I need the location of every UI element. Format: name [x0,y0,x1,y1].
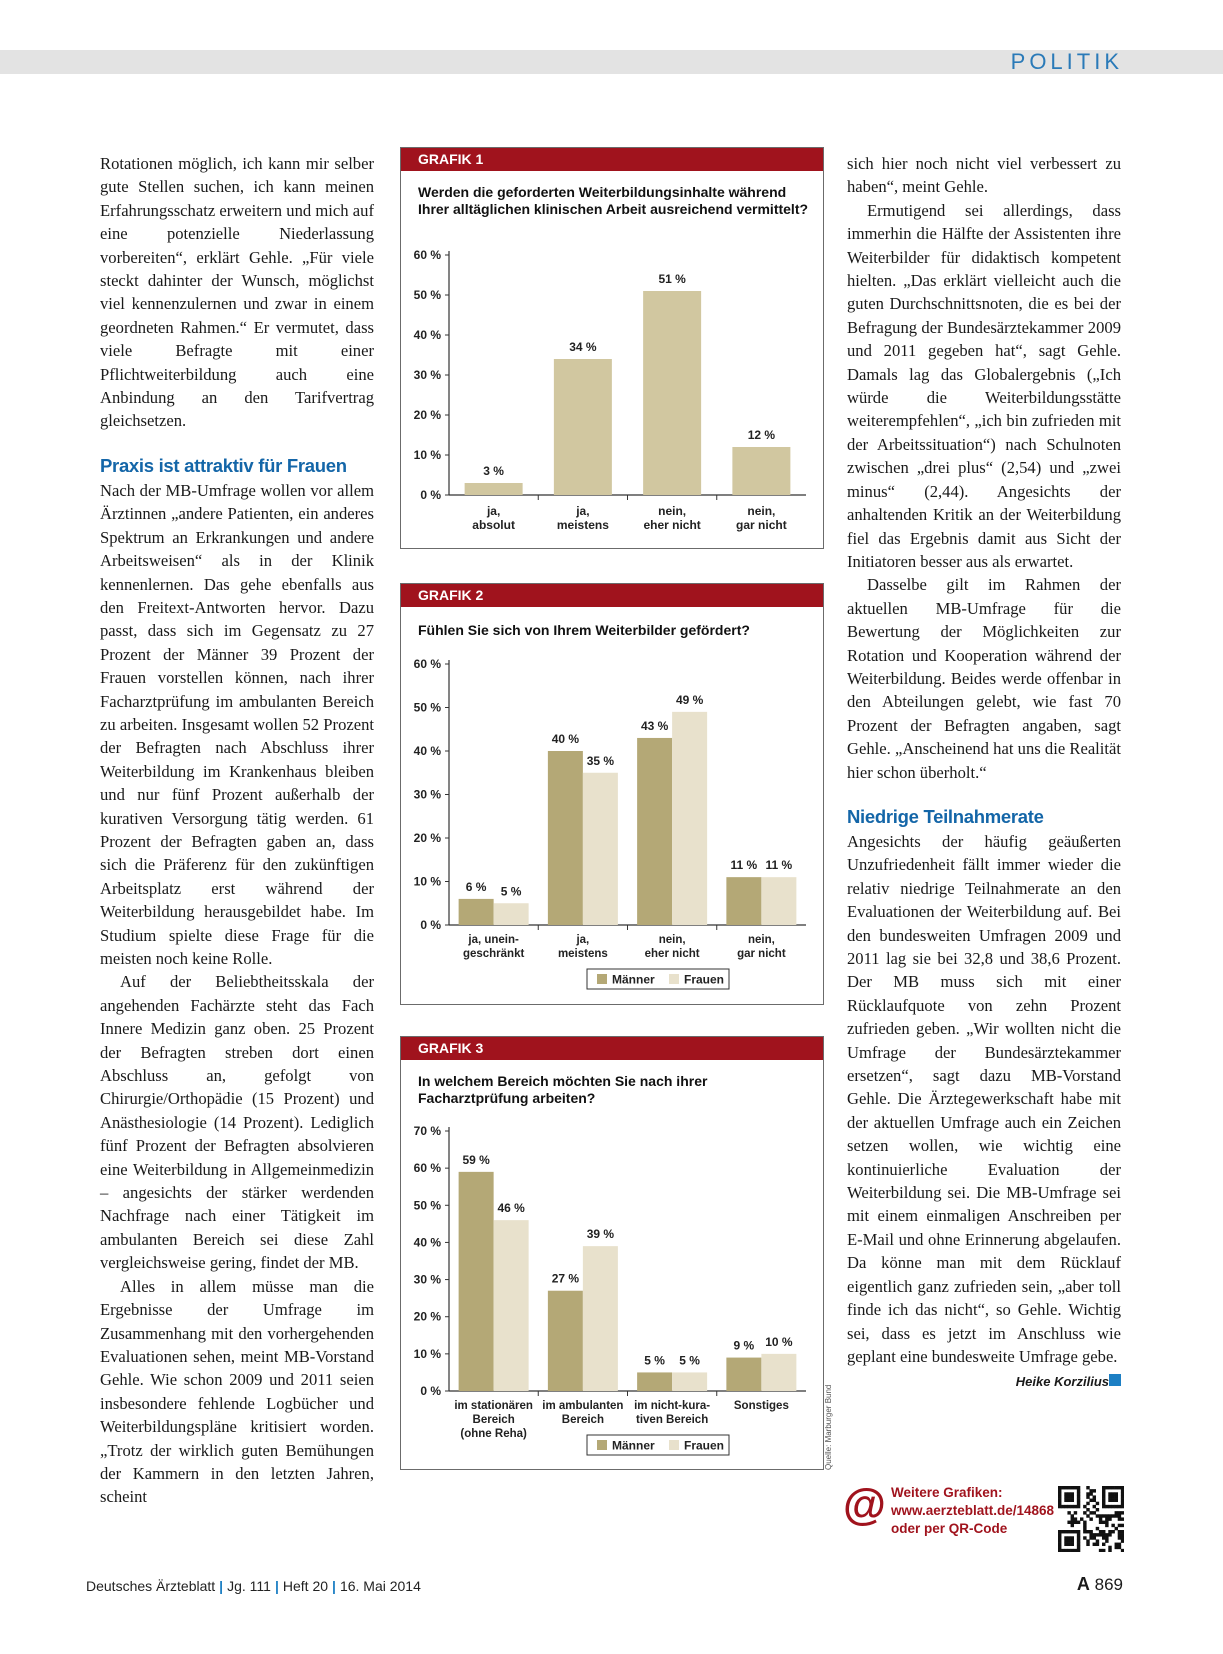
bar [637,738,672,925]
chart-question: In welchem Bereich möchten Sie nach ihrer Facharztprüfung arbeiten? [418,1073,708,1106]
legend-label: Männer [612,1438,655,1453]
y-tick-label: 60 % [413,248,441,262]
paragraph: Alles in allem müsse man die Ergebnisse der Umfrage im Zusammenhang mit den vorhergehenden Evaluationen sehen, meint MB-Vorstand Gehle. Wie schon 2009 und 2011 seien insbesondere fehlende Logbücher und Weiterbildungspläne kritisiert worden. „Trotz der wirklich guten Bemühungen der Kammern in den letzten Jahren, scheint [100,1276,374,1507]
data-label: 40 % [551,732,580,746]
data-label: 5 % [679,1353,700,1368]
category-label: im nicht-kura- [634,1400,711,1412]
y-tick-label: 50 % [413,700,441,715]
legend-swatch [597,974,607,984]
page-number: A 869 [1076,1574,1123,1594]
category-label: Bereich [561,1414,604,1426]
paragraph: Dasselbe gilt im Rahmen der aktuellen MB-Umfrage für die Bewertung der Möglichkeiten zur Rotation und Kooperation während der Weiterbildung. Beides werde offenbar in den Abteilungen gelebt, wie fast 70 Prozent der Befragten angaben, sagt Gehle. „Anscheinend hat uns die Realität hier schon überholt.“ [847,575,1121,782]
data-label: 3 % [483,464,504,478]
category-label: Sonstiges [733,1400,789,1412]
bar [761,1354,796,1391]
y-tick-label: 0 % [420,1384,441,1398]
y-tick-label: 60 % [413,1161,441,1176]
category-label: im ambulanten [542,1400,624,1412]
category-label: geschränkt [462,948,525,960]
chart-box-3 [400,1036,824,1470]
right-column [847,152,1121,1394]
y-tick-label: 30 % [413,787,441,802]
subheading: Praxis ist attraktiv für Frauen [100,454,347,476]
paragraph: Rotationen möglich, ich kann mir selber gute Stellen suchen, ich kann meinen Erfahrungsschatz erweitern und mich auf eine potenzielle Niederlassung vorbereiten“, erklärt Gehle. „Für viele steckt dahinter der Wunsch, möglichst viel kennenzulernen und zwar in einem geordneten Rahmen.“ Er vermutet, dass viele Befragte mit einer Pflichtweiterbildung auch eine Anbindung an den Tarifvertrag gleichsetzen. [100,154,374,431]
chart-box-2 [400,583,824,1005]
data-label: 39 % [586,1227,615,1242]
issue: Heft 20 [282,1578,329,1594]
paragraph: Ermutigend sei allerdings, dass immerhin die Hälfte der Assistenten ihre Weiterbilder für didaktisch kompetent hielten. „Das erklärt vielleicht auch die guten Durchschnittsnoten, die es bei der Befragung der Bundesärztekammer 2009 und 2011 gegeben hat“, sagt Gehle. Damals lag das Globalergebnis („Ich würde die Weiterbildungsstätte weiterempfehlen“, „ich bin zufrieden mit der Arbeitssituation“) nach Schulnoten zwischen „drei plus“ (2,54) und „zwei minus“ (2,44). Angesichts der anhaltenden Kritik an der Weiterbildung fiel das Ergebnis damit aus Sicht der Initiatoren besser aus als erwartet. [847,200,1121,571]
data-label: 5 % [500,884,522,899]
data-label: 34 % [569,340,597,354]
chart-label: GRAFIK 2 [401,584,823,607]
data-label: 49 % [675,692,704,707]
data-label: 43 % [640,718,669,733]
category-label: meistens [557,948,608,960]
bar [643,291,701,495]
y-tick-label: 50 % [413,1198,441,1213]
legend-swatch [669,1440,679,1450]
legend-swatch [669,974,679,984]
legend-swatch [597,1440,607,1450]
chart-1 [401,241,823,541]
category-label: (ohne Reha) [460,1428,527,1440]
category-label: ja, [486,504,501,518]
qr-code-icon [1058,1486,1124,1552]
data-label: 59 % [462,1152,490,1167]
data-label: 9 % [733,1338,755,1353]
bar [637,1372,672,1391]
section-label: POLITIK [1010,49,1123,74]
footer: Deutsches Ärzteblatt | Jg. 111 | Heft 20 | 16. Mai 2014 [86,1578,421,1594]
bar [494,1220,529,1391]
y-tick-label: 0 % [420,918,441,932]
chart-3 [401,1117,823,1467]
chart-question: Werden die geforderten Weiterbildungsinhalte während Ihrer alltäglichen klinischen Arbeit ausreichend vermittelt? [418,184,809,217]
data-label: 35 % [586,753,615,768]
data-label: 10 % [765,1334,793,1349]
data-label: 11 % [765,858,793,873]
subheading: Niedrige Teilnahmerate [847,805,1044,827]
chart-label: GRAFIK 1 [401,148,823,171]
category-label: nein, [747,934,775,946]
y-tick-label: 0 % [420,488,441,502]
legend-label: Frauen [684,1438,725,1453]
promo-line: oder per QR-Code [891,1521,1008,1536]
data-label: 6 % [465,879,487,894]
category-label: nein, [658,934,686,946]
category-label: eher nicht [643,518,701,532]
category-label: tiven Bereich [636,1414,709,1426]
y-tick-label: 60 % [413,657,441,671]
y-tick-label: 50 % [413,288,441,302]
left-column [100,152,374,1509]
data-label: 11 % [730,858,758,873]
y-tick-label: 40 % [413,1235,441,1250]
y-tick-label: 20 % [413,1309,441,1324]
y-tick-label: 20 % [413,831,441,845]
y-tick-label: 30 % [413,1272,441,1287]
source-note: Quelle: Marburger Bund [824,1384,833,1470]
end-mark-icon [1109,1374,1121,1386]
category-label: nein, [658,504,687,518]
chart-2 [401,646,823,1001]
category-label: im stationären [454,1400,533,1412]
chart-label: GRAFIK 3 [401,1037,823,1060]
data-label: 27 % [551,1271,580,1286]
bar [494,903,529,925]
bar [726,877,761,925]
y-tick-label: 10 % [413,874,441,889]
data-label: 12 % [747,428,776,442]
bar [459,1172,494,1391]
data-label: 46 % [497,1201,525,1216]
category-label: absolut [472,518,515,532]
category-label: ja, unein- [468,934,519,946]
chart-box-1 [400,147,824,549]
category-label: ja, [576,934,590,946]
bar [548,1291,583,1391]
author: Heike Korzilius [1015,1374,1109,1390]
volume: Jg. 111 [227,1578,271,1594]
bar [548,751,583,925]
y-tick-label: 10 % [413,1346,441,1361]
paragraph: Nach der MB-Umfrage wollen vor allem Ärztinnen „andere Patienten, ein anderes Spektrum an Erkrankungen und andere Arbeitsweisen“ als in der Klinik kennenlernen. Das gehe ebenfalls aus den Freitext-Antworten hervor. Dazu passt, dass sich im Gegensatz zu 27 Prozent der Männer 39 Prozent der Frauen vorstellen können, nach ihrer Facharztprüfung im ambulanten Bereich zu arbeiten. Insgesamt wollen 52 Prozent der Befragten nach Abschluss ihrer Weiterbildung im Krankenhaus bleiben und nur fünf Prozent außerhalb der kurativen Versorgung tätig werden. 61 Prozent der Befragten gaben an, dass sich die Präferenz für den zukünftigen Arbeitsplatz erst während der Weiterbildung herausgebildet habe. Im Studium spielte diese Frage für die meisten noch keine Rolle. [100,480,374,968]
category-label: nein, [747,504,776,518]
journal-name: Deutsches Ärzteblatt [86,1578,216,1594]
paragraph: sich hier noch nicht viel verbessert zu haben“, meint Gehle. [847,154,1121,197]
data-label: 5 % [644,1353,665,1368]
y-tick-label: 70 % [413,1124,441,1138]
promo-link[interactable]: www.aerzteblatt.de/14868 [891,1503,1055,1518]
bar [583,773,618,925]
y-tick-label: 10 % [413,448,441,462]
bar [672,1372,707,1391]
category-label: eher nicht [644,948,700,960]
category-label: Bereich [472,1414,515,1426]
bar [583,1246,618,1391]
paragraph: Angesichts der häufig geäußerten Unzufriedenheit fällt immer wieder die relativ niedrige Teilnahmerate an den Evaluationen der Weiterbildung auf. Bei den bundesweiten Umfragen 2009 und 2011 lag sie bei 32,8 und 38,6 Prozent. Der MB muss sich mit einer Rücklaufquote von zehn Prozent zufrieden geben. „Wir wollten nicht die Umfrage der Bundesärztekammer ersetzen“, sagt dazu MB-Vorstand Gehle. Die Ärztegewerkschaft habe mit der aktuellen Umfrage auch ein Zeichen setzen wollen, wie wichtig eine kontinuierliche Evaluation der Weiterbildung sei. Die MB-Umfrage sei mit einem einmaligen Anschreiben per E-Mail und ohne Erinnerung abgelaufen. Da könne man mit dem Rücklauf eigentlich ganz zufrieden sein, „aber toll finde ich das nicht“, so Gehle. Wichtig sei, dass es jetzt im Anschluss wie geplant eine bundesweite Umfrage gebe. [847,830,1121,1368]
bar [761,877,796,925]
paragraph: Auf der Beliebtheitsskala der angehenden Fachärzte steht das Fach Innere Medizin ganz oben. 25 Prozent der Befragten streben dort einen Abschluss an, gefolgt von Chirurgie/Orthopädie (15 Prozent) und Anästhesiologie (14 Prozent). Lediglich fünf Prozent der Befragten absolvieren eine Weiterbildung in Allgemeinmedizin – angesichts der stärker werdenden Nachfrage nach einer Tätigkeit im ambulanten Bereich sei diese Zahl vergleichsweise gering, findet der MB. [100,972,374,1273]
bar [732,447,790,495]
legend-label: Frauen [684,972,725,987]
legend-label: Männer [612,972,655,987]
bar [465,483,523,495]
promo-text [891,1484,1054,1538]
date: 16. Mai 2014 [339,1578,421,1594]
bar [726,1358,761,1391]
y-tick-label: 30 % [413,368,441,382]
category-label: meistens [556,518,609,532]
promo-box [843,1481,1053,1551]
data-label: 51 % [658,272,686,286]
bar [554,359,612,495]
chart-question: Fühlen Sie sich von Ihrem Weiterbilder gefördert? [418,622,750,638]
category-label: gar nicht [736,518,787,532]
category-label: gar nicht [737,948,786,960]
y-tick-label: 40 % [413,328,441,342]
y-tick-label: 20 % [413,408,441,422]
category-label: ja, [576,504,590,518]
bar [672,712,707,925]
at-sign-icon: @ [843,1480,886,1529]
bar [459,899,494,925]
y-tick-label: 40 % [413,744,441,758]
promo-line: Weitere Grafiken: [891,1485,1003,1500]
